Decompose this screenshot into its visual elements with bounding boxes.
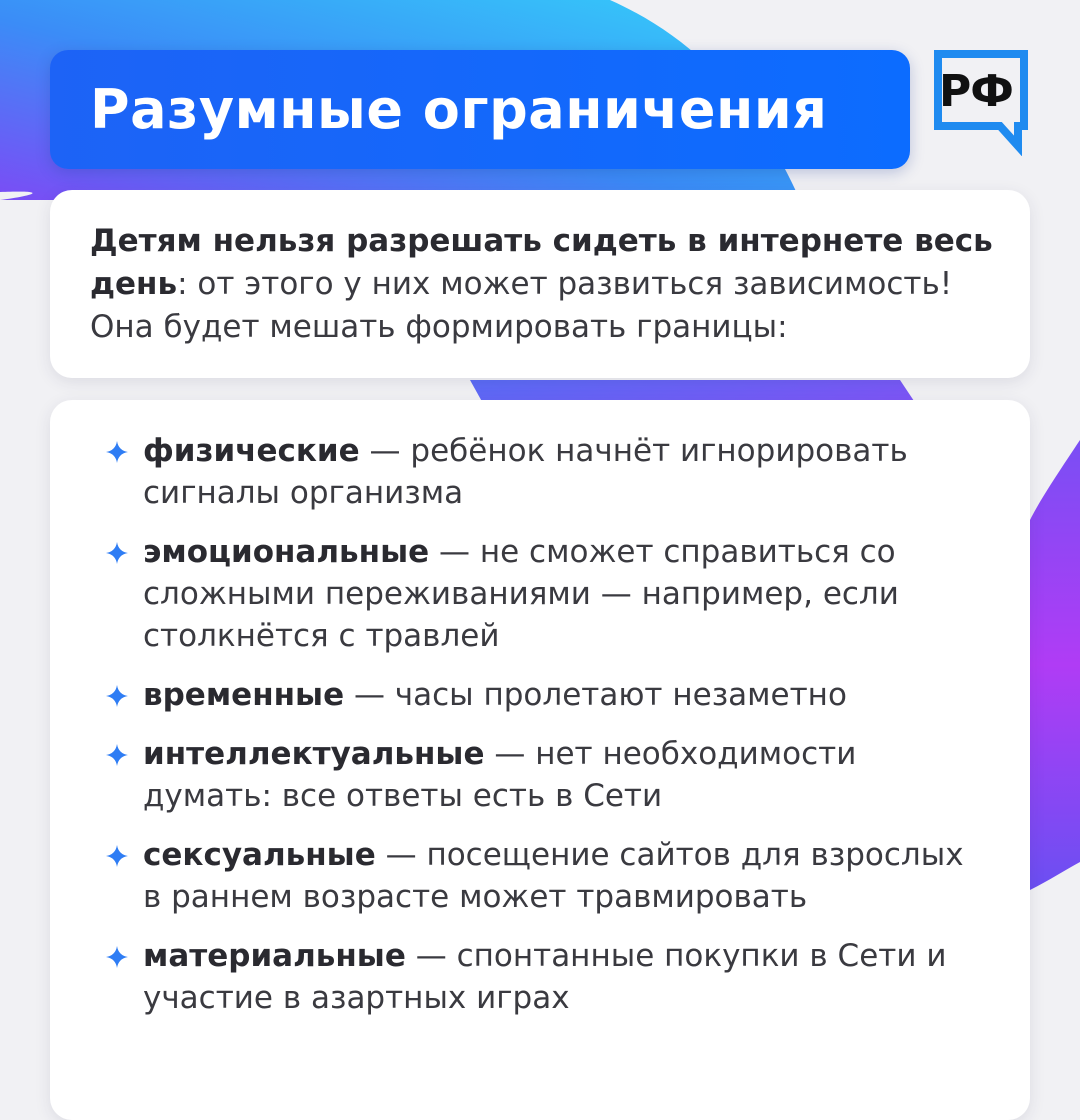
item-term: эмоциональные [143, 534, 430, 570]
intro-line-2: Она будет мешать формировать границы: [90, 309, 788, 345]
sparkle-bullet-icon [106, 946, 128, 968]
item-desc: — не сможет справиться со сложными переживаниями — например, если столкнётся с травлей [143, 534, 899, 654]
intro-text [90, 220, 1020, 349]
title-banner [50, 50, 910, 169]
item-term: сексуальные [143, 837, 376, 873]
sparkle-bullet-icon [106, 542, 128, 564]
intro-card [50, 190, 1030, 378]
list-item [50, 834, 973, 918]
item-term: материальные [143, 938, 406, 974]
sparkle-bullet-icon [106, 744, 128, 766]
intro-bold-text: Детям нельзя разрешать сидеть в интернете весь день [90, 223, 993, 302]
item-desc: — посещение сайтов для взрослых в раннем возрасте может травмировать [143, 837, 964, 915]
boundaries-list-card [50, 400, 1030, 1120]
boundaries-list [50, 430, 1030, 1036]
rf-logo [930, 48, 1032, 156]
item-desc: — часы пролетают незаметно [344, 677, 847, 713]
page-title: Разумные ограничения [90, 78, 828, 141]
list-item [50, 935, 973, 1019]
list-item [50, 674, 973, 716]
logo-text: РФ [939, 66, 1013, 117]
item-term: временные [143, 677, 345, 713]
sparkle-bullet-icon [106, 685, 128, 707]
sparkle-bullet-icon [106, 845, 128, 867]
item-term: физические [143, 433, 360, 469]
sparkle-bullet-icon [106, 441, 128, 463]
item-desc: — нет необходимости думать: все ответы есть в Сети [143, 736, 857, 814]
item-desc: — ребёнок начнёт игнорировать сигналы организма [143, 433, 908, 511]
list-item [50, 733, 973, 817]
intro-rest-text: : от этого у них может развиться зависимость! [177, 266, 953, 302]
list-item [50, 531, 973, 657]
item-desc: — спонтанные покупки в Сети и участие в азартных играх [143, 938, 947, 1016]
item-term: интеллектуальные [143, 736, 485, 772]
list-item [50, 430, 973, 514]
